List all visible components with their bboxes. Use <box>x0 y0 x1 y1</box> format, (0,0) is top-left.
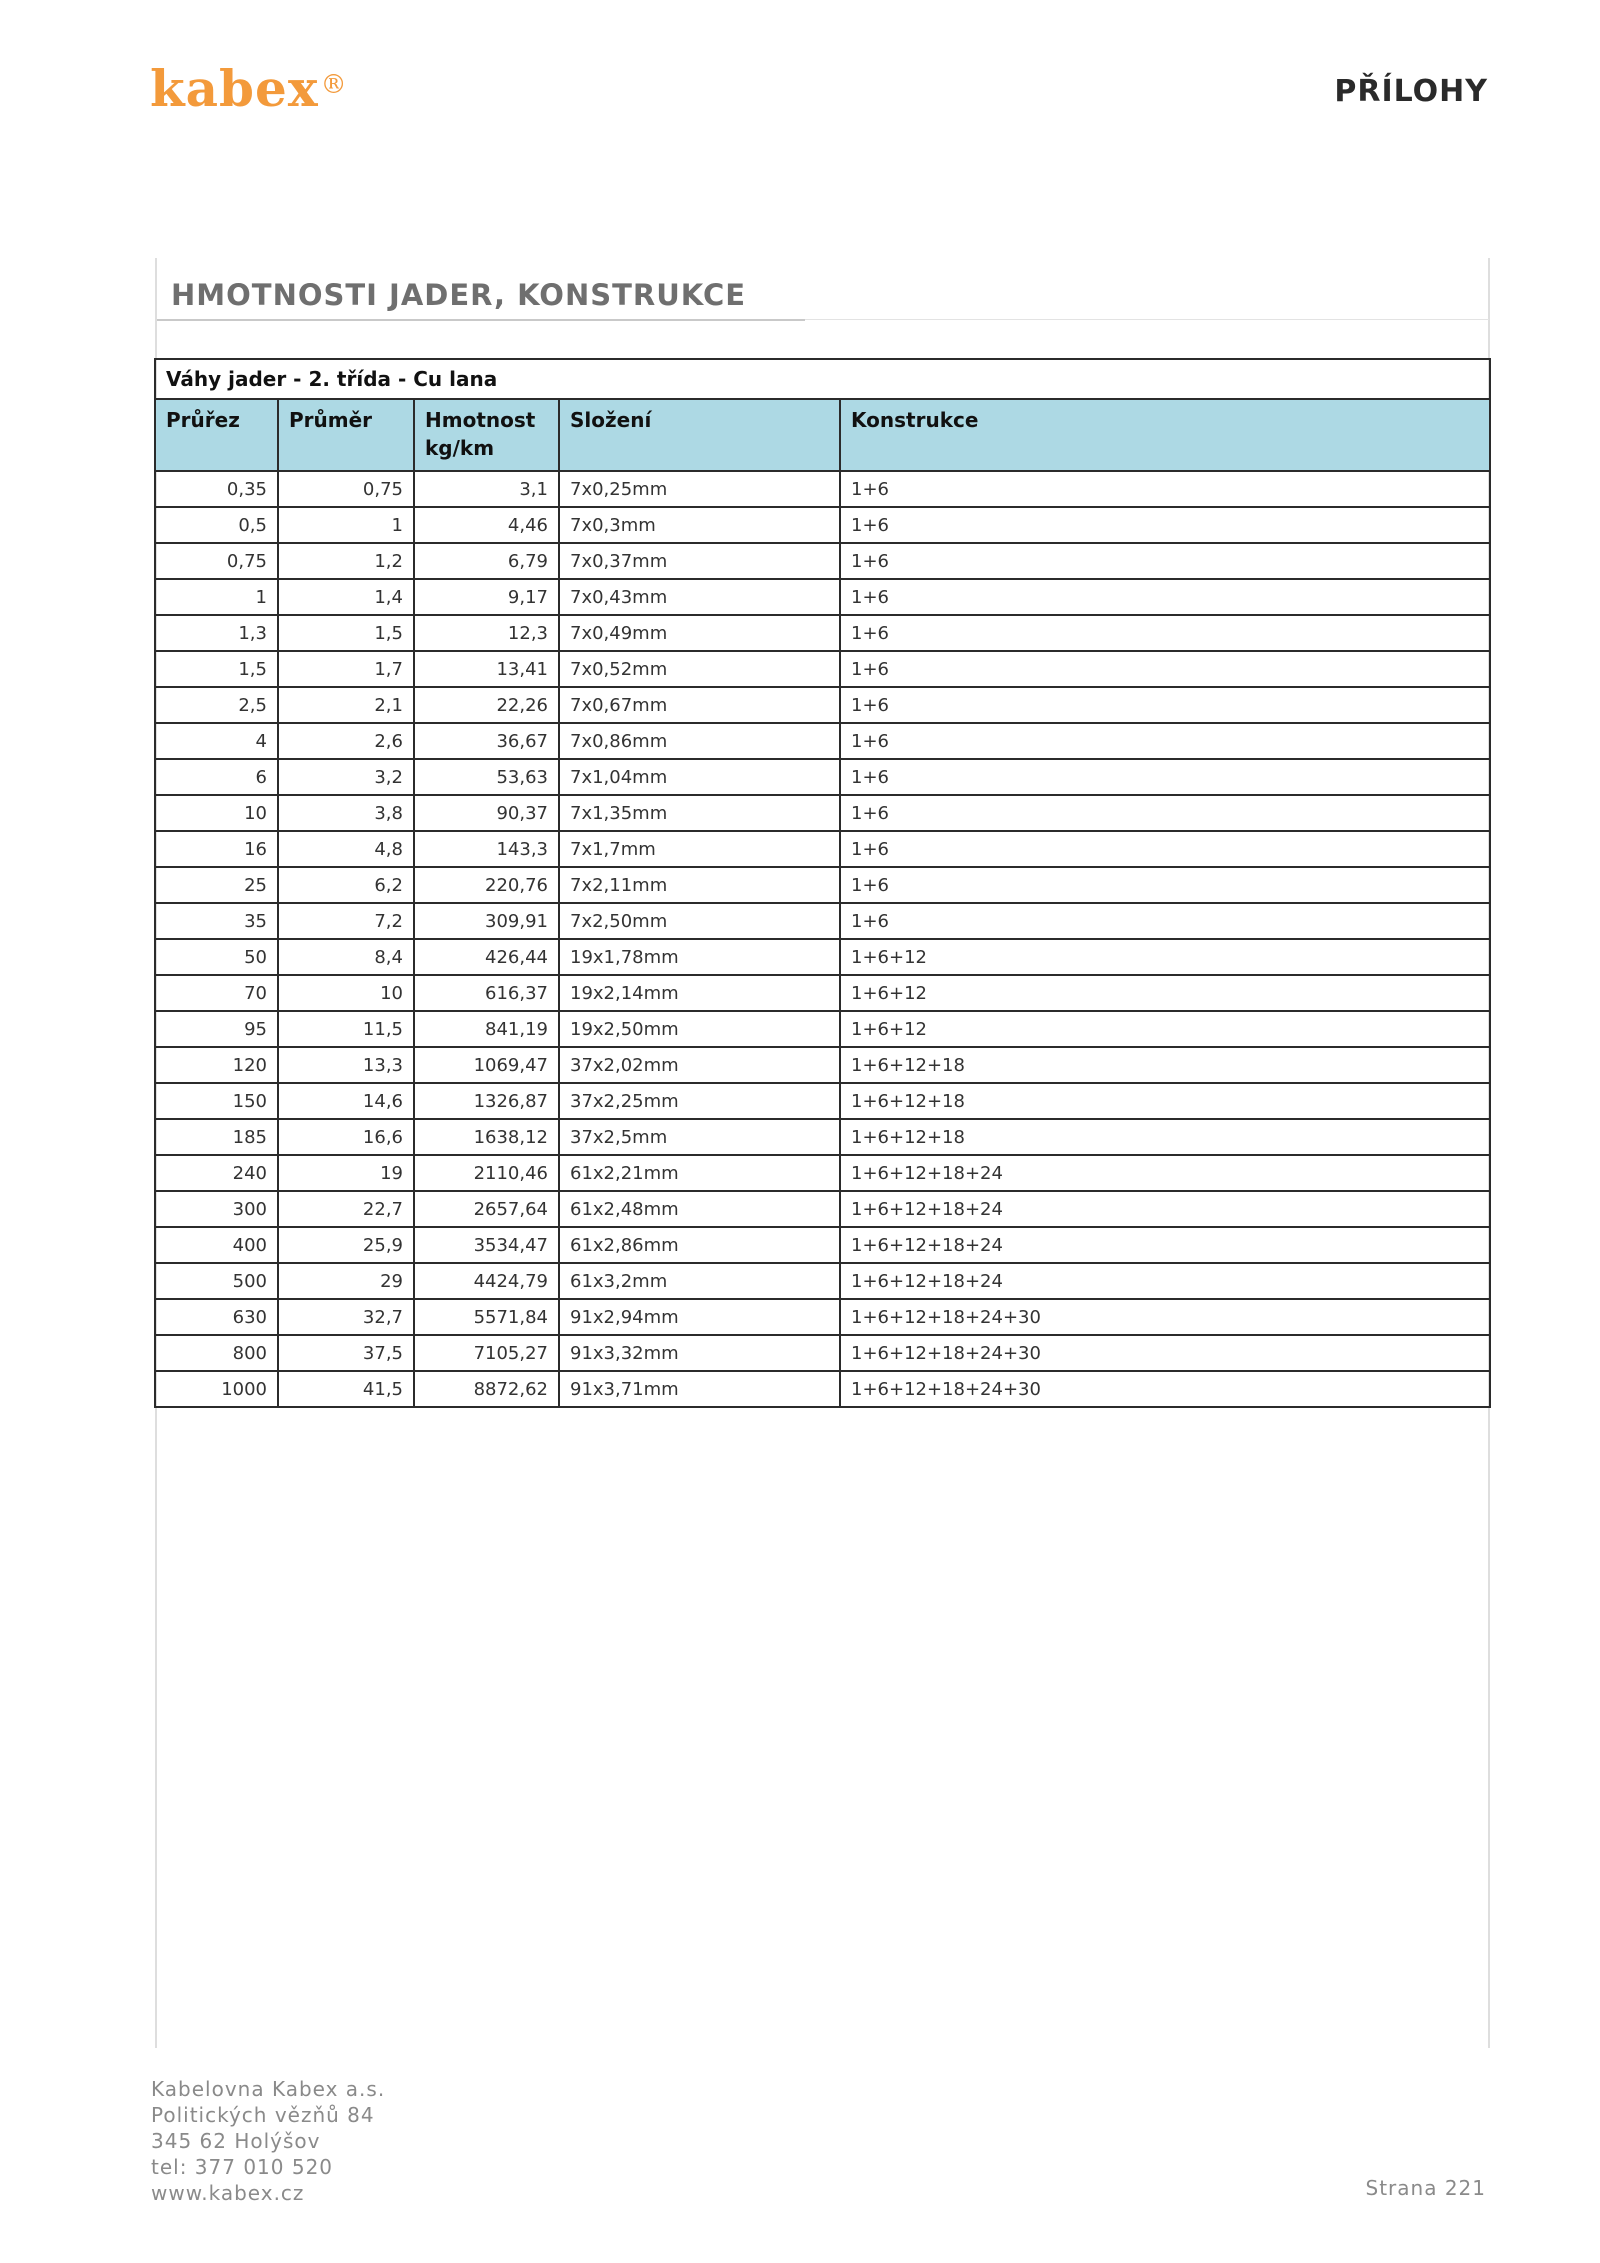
table-cell: 240 <box>155 1155 278 1191</box>
table-row <box>155 1155 1490 1191</box>
table-cell: 2,1 <box>278 687 414 723</box>
table-cell: 1+6+12 <box>840 939 1490 975</box>
table-cell: 7105,27 <box>414 1335 559 1371</box>
table-cell: 1+6 <box>840 471 1490 507</box>
table-row <box>155 687 1490 723</box>
table-cell: 1+6 <box>840 831 1490 867</box>
table-cell: 3534,47 <box>414 1227 559 1263</box>
table-cell: 220,76 <box>414 867 559 903</box>
table-cell: 630 <box>155 1299 278 1335</box>
table-cell: 25 <box>155 867 278 903</box>
table-cell: 61x2,21mm <box>559 1155 840 1191</box>
kabex-logo <box>150 59 348 118</box>
table-cell: 7x1,04mm <box>559 759 840 795</box>
table-cell: 3,1 <box>414 471 559 507</box>
table-cell: 37,5 <box>278 1335 414 1371</box>
table-cell: 1 <box>155 579 278 615</box>
table-cell: 7x0,3mm <box>559 507 840 543</box>
table-cell: 1+6 <box>840 795 1490 831</box>
table-cell: 19x1,78mm <box>559 939 840 975</box>
table-caption: Váhy jader - 2. třída - Cu lana <box>155 359 1490 399</box>
table-row <box>155 1119 1490 1155</box>
table-row <box>155 1263 1490 1299</box>
table-cell: 7x0,43mm <box>559 579 840 615</box>
table-cell: 50 <box>155 939 278 975</box>
table-cell: 7x2,11mm <box>559 867 840 903</box>
table-row <box>155 903 1490 939</box>
table-cell: 7x1,7mm <box>559 831 840 867</box>
table-cell: 1+6+12+18+24+30 <box>840 1299 1490 1335</box>
table-cell: 616,37 <box>414 975 559 1011</box>
table-cell: 8,4 <box>278 939 414 975</box>
address-line[interactable]: www.kabex.cz <box>151 2181 305 2205</box>
column-header: Konstrukce <box>840 399 1490 471</box>
table-cell: 1,5 <box>155 651 278 687</box>
table-cell: 19x2,50mm <box>559 1011 840 1047</box>
table-cell: 7,2 <box>278 903 414 939</box>
table-cell: 1+6+12+18 <box>840 1119 1490 1155</box>
table-cell: 2,6 <box>278 723 414 759</box>
address-line: Politických vězňů 84 <box>151 2103 375 2127</box>
section-label: PŘÍLOHY <box>1334 74 1488 109</box>
table-cell: 300 <box>155 1191 278 1227</box>
table-cell: 1+6+12 <box>840 975 1490 1011</box>
table-cell: 185 <box>155 1119 278 1155</box>
table-row <box>155 471 1490 507</box>
table-cell: 0,35 <box>155 471 278 507</box>
table-cell: 8872,62 <box>414 1371 559 1407</box>
table-body <box>155 471 1490 1407</box>
table-cell: 70 <box>155 975 278 1011</box>
table-cell: 16,6 <box>278 1119 414 1155</box>
table-row <box>155 1011 1490 1047</box>
table-row <box>155 867 1490 903</box>
table-cell: 9,17 <box>414 579 559 615</box>
table-cell: 1638,12 <box>414 1119 559 1155</box>
table-cell: 0,75 <box>278 471 414 507</box>
table-cell: 19 <box>278 1155 414 1191</box>
table-cell: 90,37 <box>414 795 559 831</box>
table-cell: 1,5 <box>278 615 414 651</box>
table-cell: 95 <box>155 1011 278 1047</box>
table-row <box>155 723 1490 759</box>
column-header: Průřez <box>155 399 278 471</box>
table-cell: 1+6 <box>840 615 1490 651</box>
table-cell: 1+6+12+18 <box>840 1047 1490 1083</box>
table-cell: 1,2 <box>278 543 414 579</box>
table-cell: 61x2,86mm <box>559 1227 840 1263</box>
table-cell: 1000 <box>155 1371 278 1407</box>
table-row <box>155 1227 1490 1263</box>
table-cell: 1,4 <box>278 579 414 615</box>
table-cell: 2,5 <box>155 687 278 723</box>
table-cell: 41,5 <box>278 1371 414 1407</box>
table-cell: 800 <box>155 1335 278 1371</box>
table-cell: 11,5 <box>278 1011 414 1047</box>
table-cell: 32,7 <box>278 1299 414 1335</box>
column-header: Složení <box>559 399 840 471</box>
table-row <box>155 543 1490 579</box>
table-cell: 16 <box>155 831 278 867</box>
table-cell: 13,41 <box>414 651 559 687</box>
table-cell: 37x2,25mm <box>559 1083 840 1119</box>
table-cell: 1326,87 <box>414 1083 559 1119</box>
table-cell: 1+6+12+18+24 <box>840 1191 1490 1227</box>
table-cell: 2110,46 <box>414 1155 559 1191</box>
table-row <box>155 759 1490 795</box>
table-cell: 1+6 <box>840 867 1490 903</box>
table-cell: 35 <box>155 903 278 939</box>
table-cell: 37x2,5mm <box>559 1119 840 1155</box>
table-row <box>155 615 1490 651</box>
table-row <box>155 1299 1490 1335</box>
heading-underline <box>157 319 805 321</box>
table-cell: 19x2,14mm <box>559 975 840 1011</box>
table-cell: 1069,47 <box>414 1047 559 1083</box>
table-cell: 309,91 <box>414 903 559 939</box>
table-cell: 4,8 <box>278 831 414 867</box>
table-cell: 2657,64 <box>414 1191 559 1227</box>
table-cell: 1+6+12+18+24+30 <box>840 1335 1490 1371</box>
table-cell: 7x1,35mm <box>559 795 840 831</box>
table-cell: 91x2,94mm <box>559 1299 840 1335</box>
table-cell: 7x0,37mm <box>559 543 840 579</box>
column-header: Průměr <box>278 399 414 471</box>
table-cell: 1,3 <box>155 615 278 651</box>
table-cell: 1+6 <box>840 543 1490 579</box>
table-cell: 1+6+12+18 <box>840 1083 1490 1119</box>
table-cell: 841,19 <box>414 1011 559 1047</box>
table-cell: 10 <box>155 795 278 831</box>
table-cell: 1+6 <box>840 903 1490 939</box>
table-cell: 7x0,49mm <box>559 615 840 651</box>
table-cell: 3,8 <box>278 795 414 831</box>
table-row <box>155 579 1490 615</box>
table-cell: 0,75 <box>155 543 278 579</box>
table-row <box>155 975 1490 1011</box>
table-row <box>155 795 1490 831</box>
table-cell: 91x3,32mm <box>559 1335 840 1371</box>
table-row <box>155 1047 1490 1083</box>
table-row <box>155 651 1490 687</box>
table-row <box>155 1191 1490 1227</box>
table-cell: 1,7 <box>278 651 414 687</box>
table-row <box>155 939 1490 975</box>
table-cell: 7x0,86mm <box>559 723 840 759</box>
table-cell: 3,2 <box>278 759 414 795</box>
table-cell: 1+6 <box>840 651 1490 687</box>
table-cell: 7x0,25mm <box>559 471 840 507</box>
table-cell: 7x0,52mm <box>559 651 840 687</box>
address-line: 345 62 Holýšov <box>151 2129 321 2153</box>
table-cell: 22,26 <box>414 687 559 723</box>
table-cell: 1+6 <box>840 759 1490 795</box>
table-cell: 61x3,2mm <box>559 1263 840 1299</box>
table-cell: 25,9 <box>278 1227 414 1263</box>
table-cell: 0,5 <box>155 507 278 543</box>
address-line: Kabelovna Kabex a.s. <box>151 2077 386 2101</box>
table-cell: 12,3 <box>414 615 559 651</box>
table-cell: 500 <box>155 1263 278 1299</box>
table-cell: 29 <box>278 1263 414 1299</box>
table-row <box>155 1083 1490 1119</box>
table-cell: 7x0,67mm <box>559 687 840 723</box>
table-cell: 5571,84 <box>414 1299 559 1335</box>
table-cell: 1+6 <box>840 687 1490 723</box>
company-address <box>151 2076 385 2206</box>
table-cell: 1+6+12 <box>840 1011 1490 1047</box>
table-cell: 1+6 <box>840 507 1490 543</box>
registered-mark: ® <box>320 70 348 100</box>
table-cell: 14,6 <box>278 1083 414 1119</box>
address-line: tel: 377 010 520 <box>151 2155 334 2179</box>
table-cell: 22,7 <box>278 1191 414 1227</box>
table-cell: 1+6+12+18+24 <box>840 1155 1490 1191</box>
table-cell: 4,46 <box>414 507 559 543</box>
table-cell: 150 <box>155 1083 278 1119</box>
table-row <box>155 507 1490 543</box>
table-cell: 36,67 <box>414 723 559 759</box>
heading-divider <box>805 319 1489 320</box>
table-cell: 120 <box>155 1047 278 1083</box>
table-cell: 61x2,48mm <box>559 1191 840 1227</box>
table-cell: 1+6+12+18+24 <box>840 1263 1490 1299</box>
table-cell: 91x3,71mm <box>559 1371 840 1407</box>
table-cell: 6,2 <box>278 867 414 903</box>
table-cell: 1 <box>278 507 414 543</box>
table-cell: 6,79 <box>414 543 559 579</box>
weights-table <box>154 358 1491 1408</box>
table-cell: 53,63 <box>414 759 559 795</box>
table-cell: 1+6 <box>840 579 1490 615</box>
column-header: Hmotnost kg/km <box>414 399 559 471</box>
table-cell: 1+6 <box>840 723 1490 759</box>
table-cell: 143,3 <box>414 831 559 867</box>
table-cell: 6 <box>155 759 278 795</box>
table-row <box>155 1335 1490 1371</box>
table-cell: 7x2,50mm <box>559 903 840 939</box>
table-cell: 1+6+12+18+24+30 <box>840 1371 1490 1407</box>
table-row <box>155 1371 1490 1407</box>
table-cell: 426,44 <box>414 939 559 975</box>
table-cell: 10 <box>278 975 414 1011</box>
page-title: HMOTNOSTI JADER, KONSTRUKCE <box>171 278 747 312</box>
table-header-row <box>155 399 1490 471</box>
table-cell: 4 <box>155 723 278 759</box>
table-row <box>155 831 1490 867</box>
table-cell: 37x2,02mm <box>559 1047 840 1083</box>
table-cell: 13,3 <box>278 1047 414 1083</box>
table-cell: 4424,79 <box>414 1263 559 1299</box>
table-cell: 1+6+12+18+24 <box>840 1227 1490 1263</box>
page-number: Strana 221 <box>1365 2176 1486 2200</box>
logo-text: kabex <box>150 59 319 118</box>
table-cell: 400 <box>155 1227 278 1263</box>
